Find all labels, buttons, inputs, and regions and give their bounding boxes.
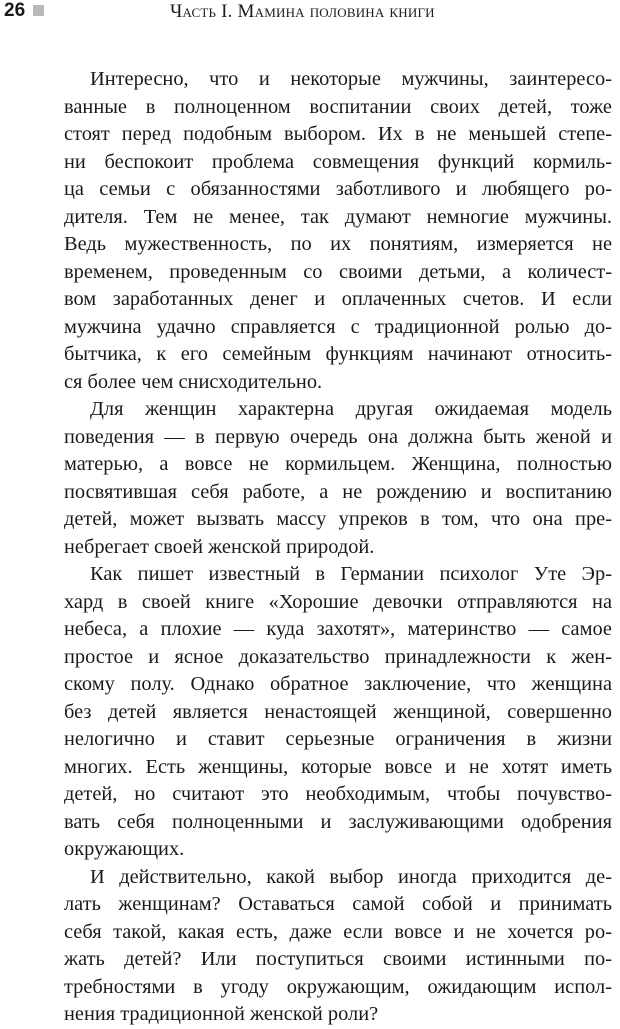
text-line: матерью, а вовсе не кормильцем. Женщина, полностью bbox=[64, 453, 612, 475]
text-line: простое и ясное доказательство принадлежности к жен- bbox=[64, 645, 612, 668]
text-line: Как пишет известный в Германии психолог Уте Эр- bbox=[90, 563, 612, 585]
text-line: вом заработанных денег и оплаченных счетов. И если bbox=[64, 288, 612, 310]
paragraph-4 bbox=[64, 864, 612, 1029]
paragraph-1 bbox=[64, 66, 612, 396]
text-line: ванные в полноценном воспитании своих детей, тоже bbox=[64, 95, 612, 118]
text-line: ся более чем снисходительно. bbox=[64, 370, 323, 393]
text-line: нения традиционной женской роли? bbox=[64, 1003, 379, 1025]
text-line: многих. Есть женщины, которые вовсе и не хотят иметь bbox=[64, 755, 612, 778]
text-line: вать себя полноценными и заслуживающими одобрения bbox=[64, 810, 612, 833]
text-line: бытчика, к его семейным функциям начинают относить- bbox=[64, 343, 612, 365]
text-line: И действительно, какой выбор иногда приходится де- bbox=[90, 865, 612, 888]
text-line: временем, проведенным со своими детьми, а количест- bbox=[64, 260, 612, 283]
text-line: посвятившая себя работе, а не рождению и воспитанию bbox=[64, 480, 612, 503]
text-line: окружающих. bbox=[64, 838, 185, 860]
text-line: поведения — в первую очередь она должна быть женой и bbox=[64, 425, 612, 448]
text-line: мужчина удачно справляется с традиционной ролью до- bbox=[64, 315, 612, 338]
body-text bbox=[64, 66, 612, 1029]
paragraph-2 bbox=[64, 396, 612, 561]
text-line: небрегает своей женской природой. bbox=[64, 535, 375, 558]
text-line: лать женщинам? Оставаться самой собой и принимать bbox=[64, 893, 612, 915]
text-line: без детей является ненастоящей женщиной, совершенно bbox=[64, 700, 612, 723]
text-line: жать детей? Или поступиться своими истинными по- bbox=[64, 948, 612, 970]
text-line: Интересно, что и некоторые мужчины, заинтересо- bbox=[90, 68, 612, 90]
page-number: 26 bbox=[4, 0, 26, 21]
text-line: хард в своей книге «Хорошие девочки отправляются на bbox=[64, 590, 612, 613]
text-line: ца семьи с обязанностями заботливого и любящего ро- bbox=[64, 178, 612, 200]
running-head: Часть I. Мамина половина книги bbox=[170, 1, 435, 22]
text-line: нелогично и ставит серьезные ограничения в жизни bbox=[64, 728, 612, 750]
text-line: дителя. Тем не менее, так думают немногие мужчины. bbox=[64, 205, 612, 228]
text-line: детей, может вызвать массу упреков в том, что она пре- bbox=[64, 508, 612, 530]
paragraph-3 bbox=[64, 561, 612, 864]
text-line: скому полу. Однако обратное заключение, что женщина bbox=[64, 673, 612, 695]
text-line: Для женщин характерна другая ожидаемая модель bbox=[90, 398, 612, 420]
text-line: стоят перед подобным выбором. Их в не меньшей степе- bbox=[64, 123, 612, 145]
text-line: требностями в угоду окружающим, ожидающим испол- bbox=[64, 975, 612, 998]
page-header bbox=[0, 0, 620, 30]
text-line: Ведь мужественность, по их понятиям, измеряется не bbox=[64, 233, 612, 255]
text-line: детей, но считают это необходимым, чтобы почувство- bbox=[64, 783, 612, 805]
text-line: ни беспокоит проблема совмещения функций кормиль- bbox=[64, 150, 612, 173]
text-line: небеса, а плохие — куда захотят», материнство — самое bbox=[64, 618, 612, 640]
square-marker-icon bbox=[33, 5, 44, 16]
text-line: себя такой, какая есть, даже если вовсе и не хочется ро- bbox=[64, 920, 612, 943]
